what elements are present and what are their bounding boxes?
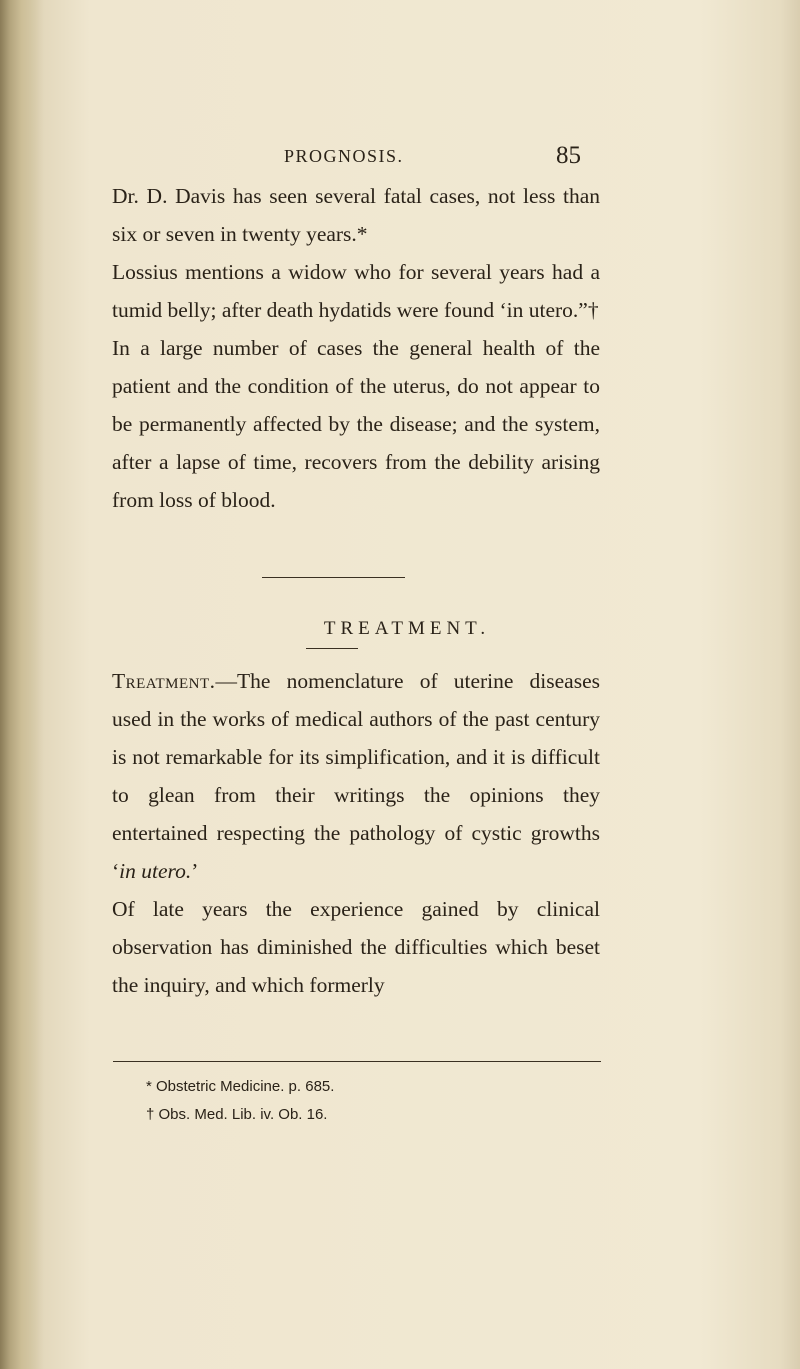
footnote-1: * Obstetric Medicine. p. 685. (146, 1078, 335, 1095)
treatment-close-quote: ’ (191, 859, 199, 883)
footnotes (146, 1073, 606, 1129)
section-rule-bottom (306, 648, 358, 649)
page-number: 85 (556, 142, 581, 169)
treatment-lead: Treatment. (112, 669, 216, 693)
running-head: PROGNOSIS. (284, 146, 404, 166)
page-spine-shadow (0, 0, 44, 1369)
treatment-italic: in utero. (119, 859, 192, 883)
section-heading: TREATMENT. (323, 618, 491, 639)
paragraph-treatment (112, 662, 600, 890)
paragraph-general-health: In a large number of cases the general health of the patient and the condition of the uterus, do not appear to be permanently affected by the disease; and the system, after a lapse of time, recovers from the debility arising from loss of blood. (112, 336, 600, 512)
page-header (0, 144, 800, 174)
footnote-rule (113, 1061, 601, 1062)
footnote-2: † Obs. Med. Lib. iv. Ob. 16. (146, 1106, 328, 1123)
body-text-top (112, 177, 600, 519)
paragraph-lossius: Lossius mentions a widow who for several years had a tumid belly; after death hydatids were found ‘in utero.”† (112, 260, 600, 322)
treatment-text: —The nomenclature of uterine diseases used in the works of medical authors of the past century is not remarkable for its simplification, and it is difficult to glean from their writings the opinions they entertained respecting the pathology of cystic growths ‘ (112, 669, 600, 883)
section-rule-top (262, 577, 405, 578)
paragraph-davis: Dr. D. Davis has seen several fatal cases, not less than six or seven in twenty years.* (112, 184, 600, 246)
paragraph-late-years: Of late years the experience gained by clinical observation has diminished the difficulties which beset the inquiry, and which formerly (112, 897, 600, 997)
body-text-treatment (112, 662, 600, 1004)
